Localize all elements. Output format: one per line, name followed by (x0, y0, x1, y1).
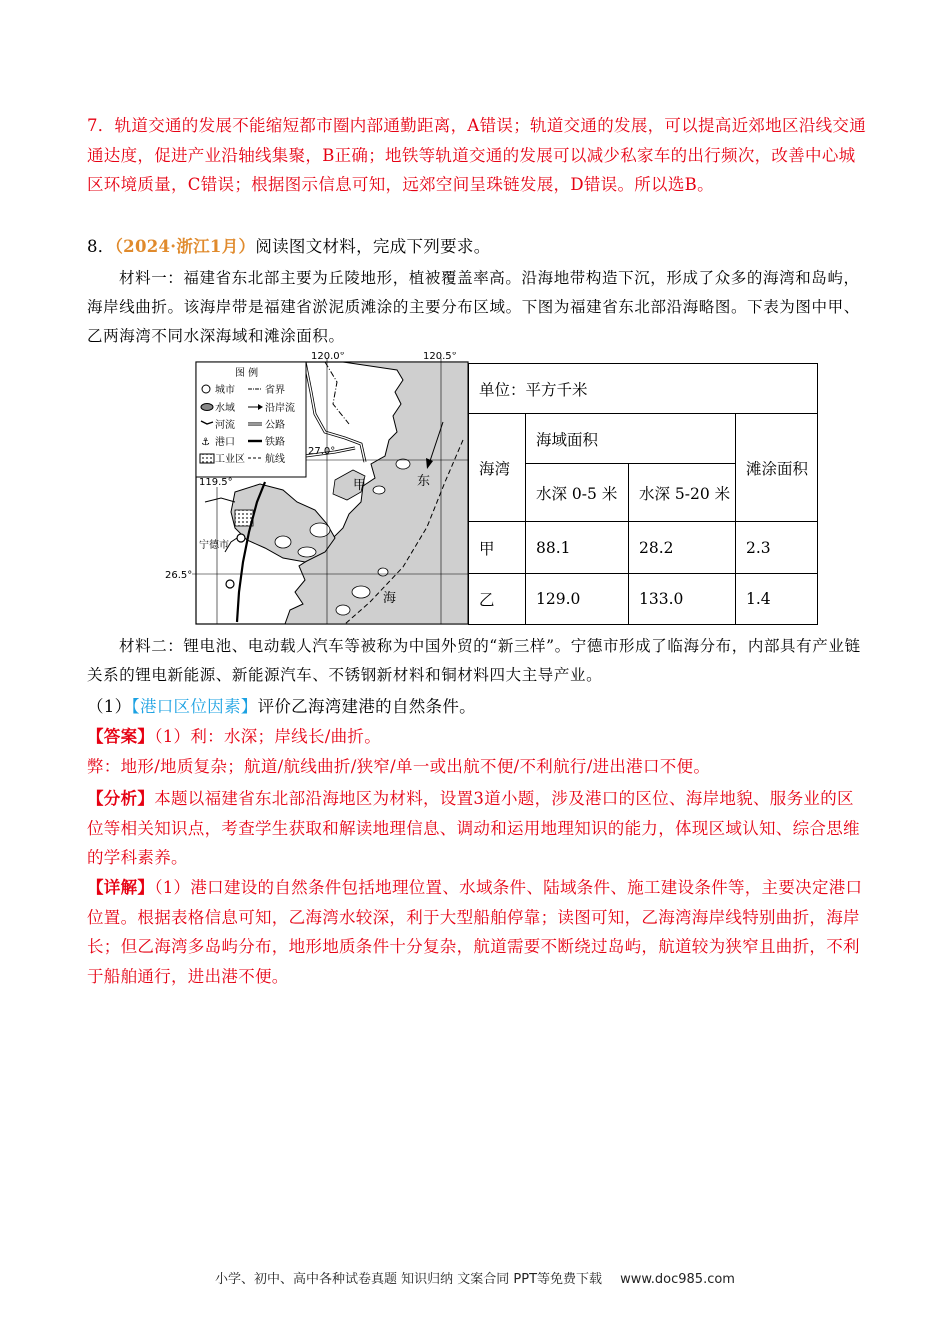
table-header-tidal: 滩涂面积 (736, 414, 818, 522)
legend-route: 航线 (265, 454, 285, 465)
material-two: 材料二：锂电池、电动载人汽车等被称为中国外贸的“新三样”。宁德市形成了临海分布，内部具有产业链关系的锂电新能源、新能源汽车、不锈钢新材料和铜材料四大主导产业。 (87, 637, 861, 684)
sub-question-text: 评价乙海湾建港的自然条件。 (257, 697, 476, 716)
table-cell-bay: 甲 (469, 522, 526, 574)
table-header-sea-area: 海域面积 (526, 414, 736, 464)
legend-road: 公路 (265, 420, 285, 431)
analysis-tag: 【分析】 (87, 789, 155, 808)
legend-port: 港口 (215, 437, 235, 448)
legend-title: 图 例 (235, 368, 259, 379)
table-header-bay: 海湾 (469, 414, 526, 522)
anchor-icon: ⚓ (201, 437, 210, 448)
lon-label-119-5: 119.5° (199, 477, 233, 488)
city-marker (226, 580, 234, 588)
lat-label-26-5: 26.5° (165, 570, 193, 581)
legend-water: 水域 (215, 403, 235, 414)
table-cell-d2: 133.0 (629, 574, 736, 625)
island (275, 536, 291, 548)
island (373, 486, 385, 494)
island (298, 547, 316, 557)
label-east: 东 (417, 474, 431, 489)
island (378, 568, 388, 576)
footer-text: 小学、初中、高中各种试卷真题 知识归纳 文案合同 PPT等免费下载 (215, 1272, 603, 1287)
table-cell-tidal: 2.3 (736, 522, 818, 574)
bay-area-table (468, 363, 818, 625)
label-sea: 海 (383, 591, 397, 606)
legend-city-icon (202, 385, 210, 393)
table-cell-tidal: 1.4 (736, 574, 818, 625)
legend-city: 城市 (215, 385, 235, 396)
legend-border: 省界 (265, 385, 285, 396)
legend-rail: 铁路 (265, 437, 285, 448)
footer-site-link[interactable]: www.doc985.com (620, 1272, 735, 1287)
table-cell-d1: 129.0 (526, 574, 629, 625)
legend-industrial: 工业区 (215, 454, 245, 465)
q8-heading (87, 232, 867, 262)
label-bay-jia: 甲 (353, 478, 367, 493)
legend-industrial-icon (200, 454, 214, 463)
table-cell-d2: 28.2 (629, 522, 736, 574)
table-cell-bay: 乙 (469, 574, 526, 625)
sub-question-1 (87, 692, 867, 722)
island (352, 586, 370, 598)
table-unit: 单位：平方千米 (469, 364, 818, 414)
legend-current: 沿岸流 (265, 403, 295, 414)
q8-source: （2024·浙江1月） (114, 237, 256, 256)
q7-explanation: 7．轨道交通的发展不能缩短都市圈内部通勤距离，A错误；轨道交通的发展，可以提高近郊地区沿线交通通达度，促进产业沿轴线集聚，B正确；地铁等轨道交通的发展可以减少私家车的出行频次，改善中心城区环境质量，C错误；根据图示信息可知，远郊空间呈珠链发展，D错误。所以选B。 (87, 116, 867, 194)
city-label-ningde: 宁德市 (199, 540, 229, 551)
legend-river: 河流 (215, 420, 235, 431)
sub-question-tag: 【港口区位因素】 (131, 697, 258, 716)
analysis-text: 本题以福建省东北部沿海地区为材料，设置3道小题，涉及港口的区位、海岸地貌、服务业的区位等相关知识点，考查学生获取和解读地理信息、调动和运用地理知识的能力，体现区域认知、综合思维的学科素养。 (87, 789, 860, 867)
answer-text-1: （1）利：水深；岸线长/曲折。 (154, 727, 382, 746)
lon-label-120-5: 120.5° (423, 352, 457, 362)
table-header-depth1: 水深 0-5 米 (526, 464, 629, 522)
answer-line-1 (87, 722, 867, 752)
legend-water-icon (201, 404, 213, 411)
table-row (469, 522, 818, 574)
answer-tag: 【答案】 (87, 727, 155, 746)
table-header-depth2: 水深 5-20 米 (629, 464, 736, 522)
detail-text: （1）港口建设的自然条件包括地理位置、水域条件、陆域条件、施工建设条件等，主要决定港口位置。根据表格信息可知，乙海湾水较深，利于大型船舶停靠；读图可知，乙海湾海岸线特别曲折，海岸长；但乙海湾多岛屿分布，地形地质条件十分复杂，航道需要不断绕过岛屿，航道较为狭窄且曲折，不利于船舶通行，进出港不便。 (87, 878, 863, 986)
detail-tag: 【详解】 (87, 878, 155, 897)
table-cell-d1: 88.1 (526, 522, 629, 574)
lat-label-27: 27.0° (308, 446, 336, 457)
fujian-coast-map (165, 352, 470, 627)
island (396, 459, 410, 469)
q8-number: 8． (87, 237, 115, 256)
answer-line-2: 弊：地形/地质复杂；航道/航线曲折/狭窄/单一或出航不便/不利航行/进出港口不便。 (87, 757, 711, 776)
lon-label-120: 120.0° (311, 352, 345, 362)
material-one: 材料一：福建省东北部主要为丘陵地形，植被覆盖率高。沿海地带构造下沉，形成了众多的海湾和岛屿，海岸线曲折。该海岸带是福建省淤泥质滩涂的主要分布区域。下图为福建省东北部沿海略图。下表为图中甲、乙两海湾不同水深海域和滩涂面积。 (87, 269, 860, 345)
detail (87, 873, 867, 991)
q8-prompt: 阅读图文材料，完成下列要求。 (255, 237, 491, 256)
analysis (87, 784, 867, 873)
table-row (469, 574, 818, 625)
island (336, 605, 350, 615)
city-marker (237, 534, 245, 542)
page-footer (0, 1268, 950, 1287)
sub-question-number: （1） (87, 697, 132, 716)
